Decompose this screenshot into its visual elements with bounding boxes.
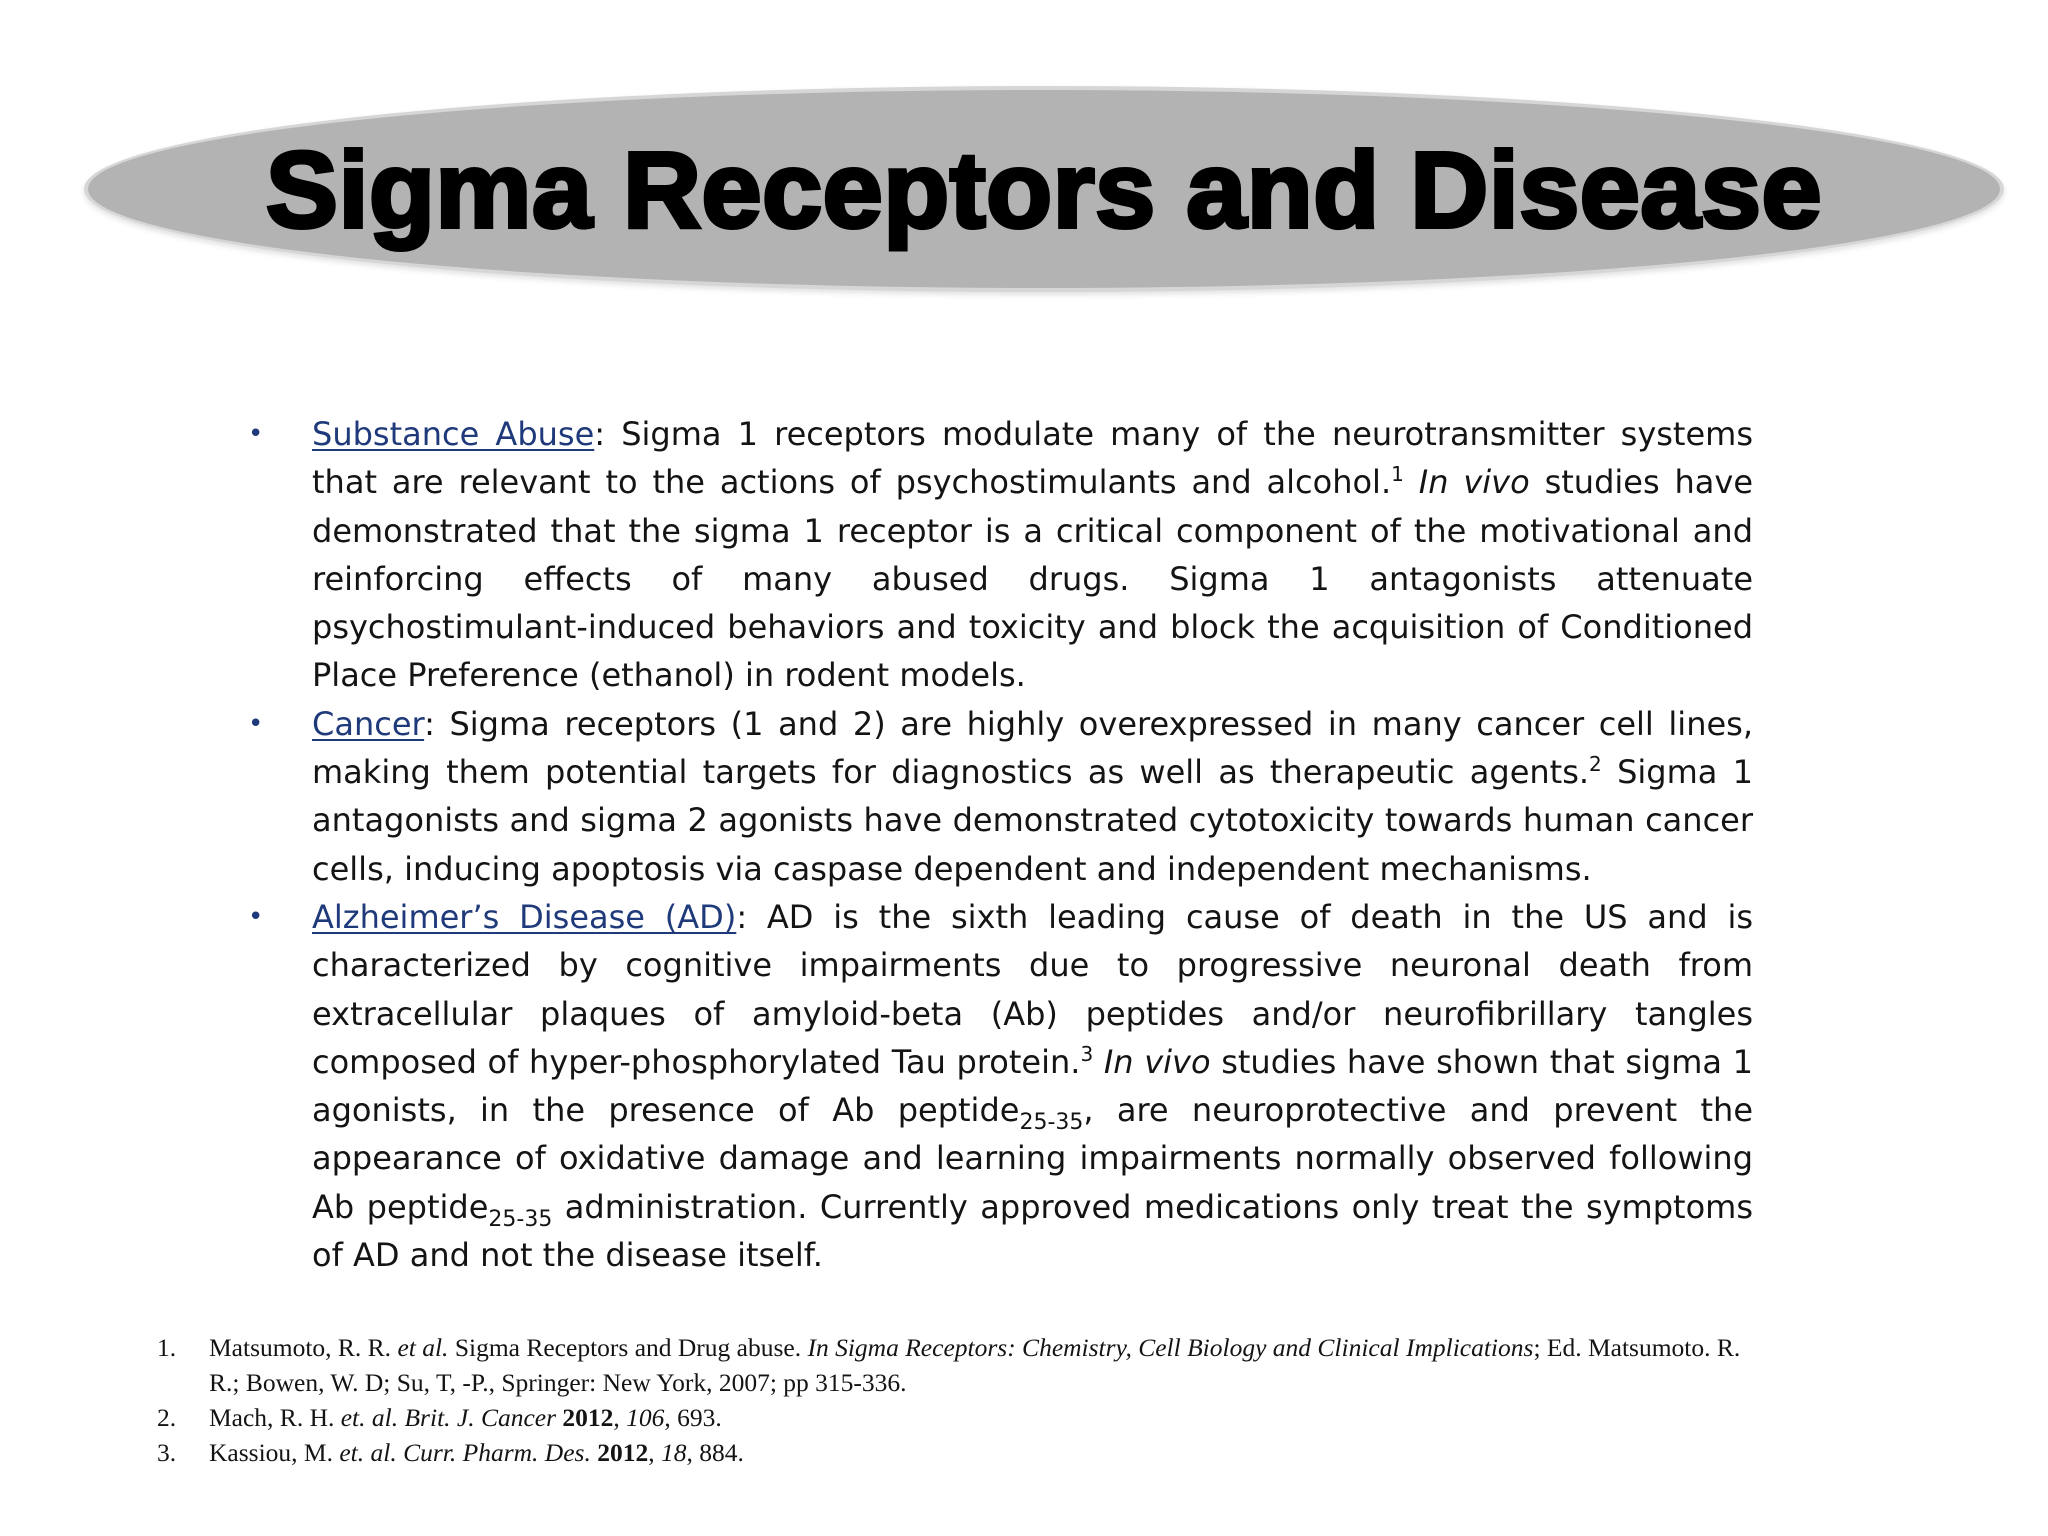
reference-number: 3. <box>157 1438 177 1467</box>
reference-number: 1. <box>157 1333 177 1362</box>
reference-list <box>157 1330 1757 1470</box>
bullet-text: , are neuroprotective and prevent the appearance of oxidative damage and learning impairments normally observed following Ab peptide <box>312 1091 1754 1226</box>
reference-year: 2012 <box>562 1403 614 1432</box>
bullet-text: administration. Currently approved medications only treat the symptoms of AD and not the disease itself. <box>312 1187 1753 1275</box>
bullet-alzheimers <box>248 893 1753 1279</box>
citation-superscript: 2 <box>1589 752 1602 777</box>
reference-rest: ; Ed. Matsumoto. R. R.; Bowen, W. D; Su, T, -P., Springer: New York, 2007; pp 315-336. <box>209 1333 1741 1397</box>
topic-link-cancer[interactable]: Cancer <box>312 704 425 743</box>
subscript: 25-35 <box>1019 1110 1084 1136</box>
reference-etal: et. al. <box>339 1438 397 1467</box>
bullet-text: studies have demonstrated that the sigma 1 receptor is a critical component of the motivational and reinforcing effects of many abused drugs. Sigma 1 antagonists attenuate psychostimulant-induced behaviors and toxicity and block the acquisition of Conditioned Place Preference (ethanol) in rodent models. <box>312 463 1754 695</box>
topic-link-substance-abuse[interactable]: Substance Abuse <box>312 415 595 453</box>
subscript: 25-35 <box>488 1206 553 1232</box>
citation-superscript: 3 <box>1080 1041 1094 1066</box>
reference-pages: , 884. <box>686 1438 744 1467</box>
reference-text: Sigma Receptors and Drug abuse. <box>448 1333 808 1362</box>
reference-item: 2. Mach, R. H. et. al. Brit. J. Cancer 2012, 106, 693. <box>157 1400 1757 1435</box>
reference-etal: et al. <box>397 1333 449 1362</box>
italic-phrase: In vivo <box>1418 463 1530 502</box>
bullet-text: : AD is the sixth leading cause of death in the US and is characterized by cognitive impairments due to progressive neuronal death from extracellular plaques of amyloid-beta (Ab) peptides and/or neurofibrillary tangles composed of hyper-phosphorylated Tau protein. <box>312 897 1754 1081</box>
reference-authors: Kassiou, M. <box>209 1438 340 1467</box>
reference-journal: Brit. J. Cancer <box>398 1403 557 1432</box>
bullet-marker: • <box>248 708 264 739</box>
bullet-marker: • <box>248 419 264 449</box>
bullet-text: : Sigma 1 receptors modulate many of the neurotransmitter systems that are relevant to the actions of psychostimulants and alcohol. <box>312 415 1754 502</box>
bullet-substance-abuse <box>248 410 1753 700</box>
reference-etal: et. al. <box>340 1403 399 1432</box>
topic-link-alzheimers[interactable]: Alzheimer’s Disease (AD) <box>312 897 737 936</box>
bullet-cancer <box>248 700 1753 893</box>
bullet-marker: • <box>248 901 264 932</box>
reference-number: 2. <box>157 1403 177 1432</box>
slide-title: Sigma Receptors and Disease <box>265 128 1823 250</box>
bullet-text: studies have shown that sigma 1 agonists, in the presence of Ab peptide <box>312 1042 1754 1130</box>
reference-authors: Mach, R. H. <box>209 1403 341 1432</box>
bullet-list <box>248 410 1753 1279</box>
reference-journal: Curr. Pharm. Des. <box>396 1438 591 1467</box>
italic-phrase: In vivo <box>1103 1042 1211 1081</box>
reference-year: 2012 <box>597 1438 649 1467</box>
reference-book: In Sigma Receptors: Chemistry, Cell Biology and Clinical Implications <box>807 1333 1534 1362</box>
bullet-text: : Sigma receptors (1 and 2) are highly overexpressed in many cancer cell lines, making them potential targets for diagnostics as well as therapeutic agents. <box>312 704 1753 792</box>
reference-pages: , 693. <box>664 1403 722 1432</box>
reference-authors: Matsumoto, R. R. <box>209 1333 398 1362</box>
bullet-text: Sigma 1 antagonists and sigma 2 agonists have demonstrated cytotoxicity towards human cancer cells, inducing apoptosis via caspase dependent and independent mechanisms. <box>312 753 1753 888</box>
reference-volume: 18 <box>660 1438 687 1467</box>
reference-item: 3. Kassiou, M. et. al. Curr. Pharm. Des. 2012, 18, 884. <box>157 1435 1757 1470</box>
reference-volume: 106 <box>626 1403 665 1432</box>
citation-superscript: 1 <box>1391 462 1404 487</box>
reference-item <box>157 1330 1757 1400</box>
